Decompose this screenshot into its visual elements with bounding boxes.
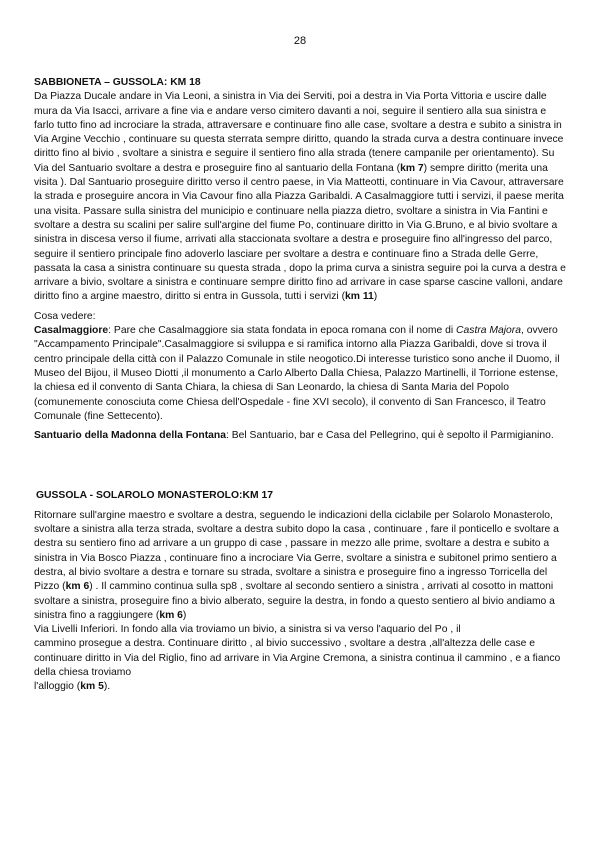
- route-description-sabbioneta-gussola: Da Piazza Ducale andare in Via Leoni, a sinistra in Via dei Serviti, poi a destra in Via Porta Vittoria e uscire dalle mura da Via Isacci, arrivare a fine via e andare verso cimitero davanti a noi, seguire il sentiero alla sua sinistra e farlo tutto fino ad incrociare la strada, attraversare e continuare fino alle case, svoltare a destra e subito a sinistra in Via Argine Vecchio , continuare su questa sterrata sempre diritto, quando la strada curva a destra continuare invece diritto fino al bivio , svoltare a sinistra e seguire il sentiero fino alla strada (tenere campanile per orientamento). Su Via del Santuario svoltare a destra e proseguire fino al santuario della Fontana (km 7) sempre diritto (merita una visita ). Dal Santuario proseguire diritto verso il centro paese, in Via Matteotti, continuare in Via Cavour, attraversare la strada e proseguire ancora in Via Cavour fino alla Piazza Garibaldi. A Casalmaggiore tutti i servizi, il paese merita una visita. Passare sulla sinistra del municipio e continuare nella piazza dietro, svoltare a sinistra in Via Fantini e svoltare a destra su scalini per salire sull'argine del fiume Po, continuare diritto in Via G.Bruno, e al bivio svoltare a sinistra in discesa verso il fiume, arrivati alla staccionata svoltare a destra e proseguire fino all'ingresso del parco, seguire il sentiero principale fino adoverlo lasciare per svoltare a destra e continuare fino a Strada delle Gerre, passata la casa a sinistra continuare su questa strada , dopo la prima curva a sinistra seguire poi la curva a destra e arrivare a bivio, svoltare a sinistra e continuare sempre diritto fino ad arrivare in case sparse cascine valloni, andare diritto fino a argine maestro, diritto si entra in Gussola, tutti i servizi (km 11): [34, 91, 566, 303]
- section-title-sabbioneta-gussola: SABBIONETA – GUSSOLA: KM 18: [34, 77, 201, 88]
- page-number: 28: [293, 35, 307, 47]
- route-description-gussola-solarolo: Ritornare sull'argine maestro e svoltare a destra, seguendo le indicazioni della ciclabile per Solarolo Monasterolo, svoltare a sinistra alla terza strada, svoltare a destra subito dopo la casa , continuare , fare il ponticello e svoltare a destra su sentiero fino ad arrivare a un gruppo di case , passare in mezzo alle prime, svoltare a destra e subito a sinistra in Via Bosco Piazza , continuare fino a incrociare Via Gerre, svoltare a sinistra e subitonel primo sentiero a destra, al bivio svoltare a destra e tornare su strada, svoltare a sinistra e proseguire fino a ingresso Torricella del Pizzo (km 6) . Il cammino continua sulla sp8 , svoltare al secondo sentiero a sinistra , arrivati al cosotto in mattoni svoltare a sinistra, proseguire fino a bivio alberato, seguire la destra, in fondo a questo sentiero al bivio andiamo a sinistra fino a raggiungere (km 6): [34, 509, 559, 621]
- route-line-alloggio: l'alloggio (km 5).: [34, 681, 111, 693]
- santuario-description: Santuario della Madonna della Fontana: Bel Santuario, bar e Casa del Pellegrino, qui è sepolto il Parmigianino.: [34, 430, 554, 442]
- route-line-livelli: Via Livelli Inferiori. In fondo alla via troviamo un bivio, a sinistra si va verso l'aquario del Po , il: [34, 624, 461, 636]
- cosa-vedere-label: Cosa vedere:: [34, 310, 96, 322]
- page-content: [34, 76, 569, 695]
- route-line-cammino: cammino prosegue a destra. Continuare diritto , al bivio successivo , svoltare a destra ,all'altezza delle case e continuare diritto in Via del Riglio, fino ad arrivare in Via Argine Cremona, a sinistra continua il cammino , e a fianco della chiesa troviamo: [34, 638, 561, 678]
- section-title-gussola-solarolo: GUSSOLA - SOLAROLO MONASTEROLO:KM 17: [36, 490, 273, 502]
- casalmaggiore-description: Casalmaggiore: Pare che Casalmaggiore sia stata fondata in epoca romana con il nome di Castra Majora, ovvero "Accampamento Principale".Casalmaggiore si sviluppa e si ramifica intorno alla Piazza Garibaldi, dove si trova il centro principale della città con il Palazzo Comunale in stile neogotico.Di interesse turistico sono anche il Duomo, il Museo del Bijou, il Museo Diotti ,il monumento a Carlo Alberto Dalla Chiesa, Palazzo Martinelli, il Torrione estense, la chiesa ed il convento di Santa Chiara, la chiesa di San Leonardo, la chiesa di Santa Maria del Popolo (comunemente conosciuta come Chiesa dell'Ospedale - fine XVI secolo), il convento di San Francesco, il Teatro Comunale (fine Settecento).: [34, 325, 560, 422]
